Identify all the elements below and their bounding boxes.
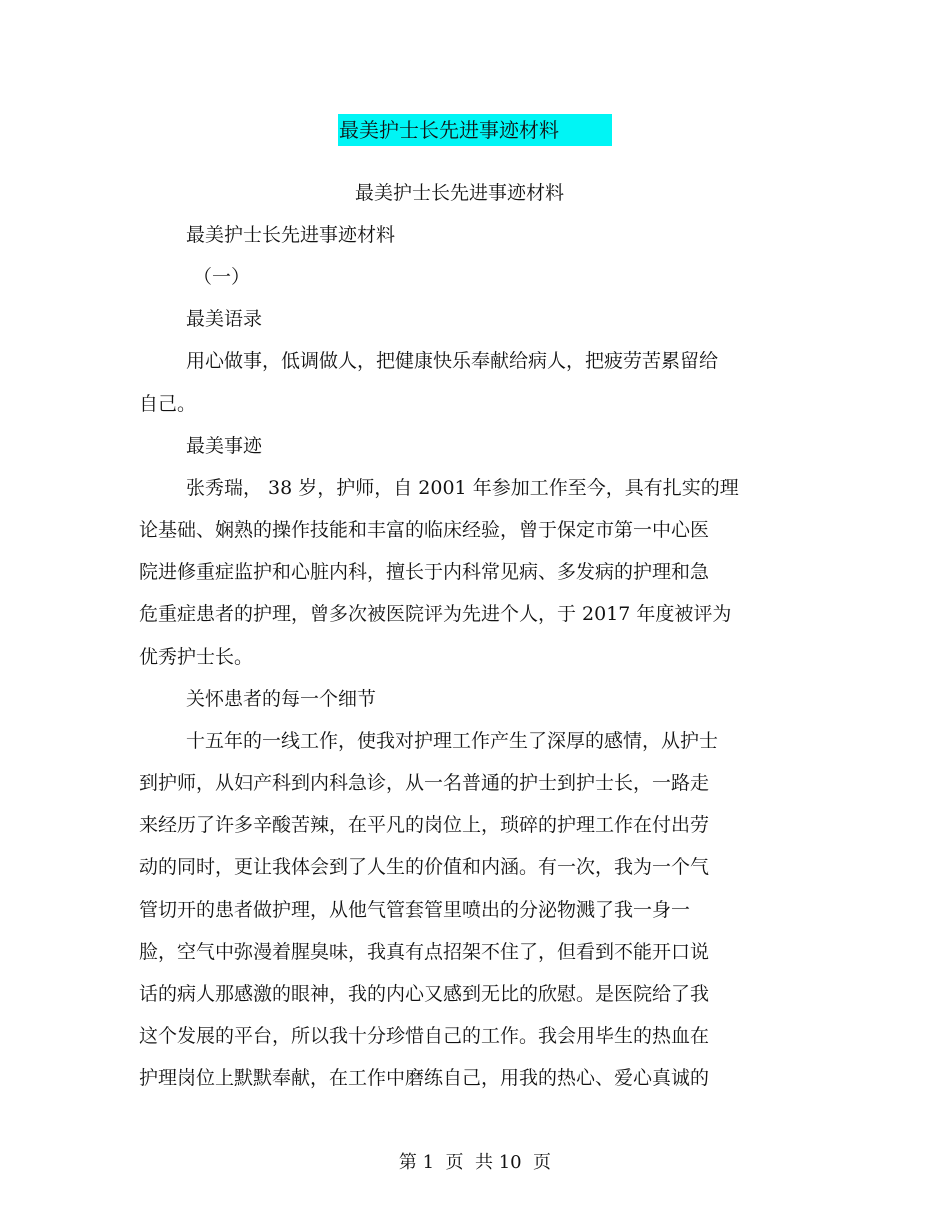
body-line: 管切开的患者做护理，从他气管套管里喷出的分泌物溅了我一身一 bbox=[139, 899, 691, 921]
body-line: 自己。 bbox=[139, 393, 197, 415]
section-number: （一） bbox=[193, 266, 251, 288]
body-line: 到护师，从妇产科到内科急诊，从一名普通的护士到护士长，一路走 bbox=[139, 772, 710, 794]
body-line: 危重症患者的护理，曾多次被医院评为先进个人，于 2017 年度被评为 bbox=[139, 603, 732, 625]
body-line: 张秀瑞， 38 岁，护师，自 2001 年参加工作至今，具有扎实的理 bbox=[186, 477, 739, 499]
body-line: 话的病人那感激的眼神，我的内心又感到无比的欣慰。是医院给了我 bbox=[139, 983, 710, 1005]
section-heading: 关怀患者的每一个细节 bbox=[186, 688, 377, 710]
highlighted-title: 最美护士长先进事迹材料 bbox=[338, 114, 612, 146]
body-line: 优秀护士长。 bbox=[139, 646, 254, 668]
body-line: 护理岗位上默默奉献，在工作中磨练自己，用我的热心、爱心真诚的 bbox=[139, 1067, 710, 1089]
body-line: 最美护士长先进事迹材料 bbox=[186, 224, 396, 246]
section-heading: 最美语录 bbox=[186, 308, 263, 330]
body-line: 用心做事，低调做人，把健康快乐奉献给病人，把疲劳苦累留给 bbox=[186, 350, 719, 372]
body-line: 院进修重症监护和心脏内科，擅长于内科常见病、多发病的护理和急 bbox=[139, 561, 710, 583]
page-footer bbox=[0, 1150, 950, 1176]
section-heading: 最美事迹 bbox=[186, 435, 263, 457]
page-number: 第 1 页 共 10 页 bbox=[398, 1152, 552, 1173]
body-line: 来经历了许多辛酸苦辣，在平凡的岗位上，琐碎的护理工作在付出劳 bbox=[139, 814, 710, 836]
body-line: 这个发展的平台，所以我十分珍惜自己的工作。我会用毕生的热血在 bbox=[139, 1025, 710, 1047]
body-line: 动的同时，更让我体会到了人生的价值和内涵。有一次，我为一个气 bbox=[139, 856, 710, 878]
document-subtitle: 最美护士长先进事迹材料 bbox=[355, 182, 565, 204]
body-line: 论基础、娴熟的操作技能和丰富的临床经验，曾于保定市第一中心医 bbox=[139, 519, 710, 541]
body-line: 十五年的一线工作，使我对护理工作产生了深厚的感情，从护士 bbox=[186, 730, 719, 752]
body-line: 脸，空气中弥漫着腥臭味，我真有点招架不住了，但看到不能开口说 bbox=[139, 941, 710, 963]
